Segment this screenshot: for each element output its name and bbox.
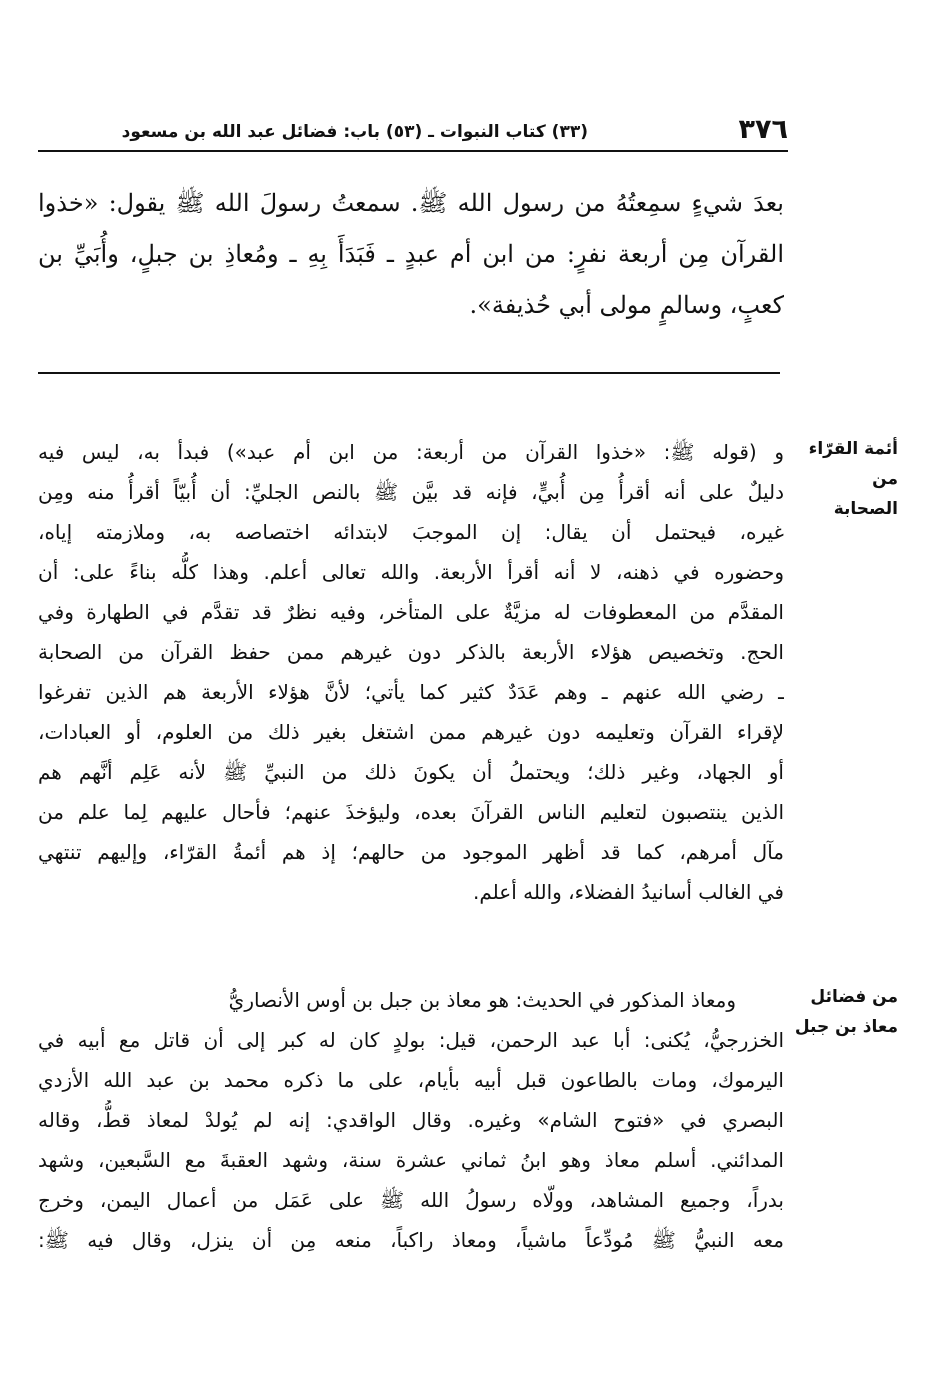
side-heading (786, 982, 898, 1042)
side-heading (786, 434, 898, 524)
text-line: الذين ينتصبون لتعليم الناس القرآنَ بعده، وليؤخذَ عنهم؛ فأحال عليهم لِما علم من (38, 800, 784, 824)
hadith-text-block (38, 178, 784, 331)
text-line: وحضوره في ذهنه، لا أنه أقرأ الأربعة. والله تعالى أعلم. وهذا كلُّه بناءً على: أن (38, 560, 784, 584)
page-header (38, 112, 788, 152)
running-title: (٣٣) كتاب النبوات ـ (٥٣) باب: فضائل عبد الله بن مسعود (121, 122, 588, 142)
text-line: بدراً، وجميع المشاهد، وولّاه رسولُ الله ﷺ على عَمَل من أعمال اليمن، وخرج (38, 1188, 784, 1212)
text-line: ومعاذ المذكور في الحديث: هو معاذ بن جبل بن أوس الأنصاريُّ (228, 988, 736, 1012)
commentary-separator (38, 372, 780, 374)
text-line: البصري في «فتوح الشام» وغيره. وقال الواقدي: إنه لم يُولدْ لمعاذ قطُّ، وقاله (38, 1108, 784, 1132)
commentary-paragraph (38, 432, 784, 912)
text-line: القرآن مِن أربعة نفرٍ: من ابن أم عبدٍ ـ فَبَدَأَ بِهِ ـ ومُعاذِ بن جبلٍ، وأُبَيِّ بن (38, 240, 784, 268)
text-line: في الغالب أسانيدُ الفضلاء، والله أعلم. (473, 880, 784, 904)
text-line: الحج. وتخصيص هؤلاء الأربعة بالذكر دون غيرهم ممن حفظ القرآن من الصحابة (38, 640, 784, 664)
text-line: المقدَّم من المعطوفات له مزيَّةٌ على المتأخر، وفيه نظرٌ قد تقدَّم في الطهارة وفي (38, 600, 784, 624)
text-line: اليرموك، ومات بالطاعون قبل أبيه بأيام، على ما ذكره محمد بن عبد الله الأزدي (38, 1068, 784, 1092)
page-number: ٣٧٦ (738, 114, 788, 145)
text-line: و (قوله ﷺ: «خذوا القرآن من أربعة: من ابن أم عبد») فبدأ به، ليس فيه (38, 440, 784, 464)
header-rule (38, 150, 788, 152)
side-heading-line: الصحابة (833, 499, 898, 519)
text-line: كعبٍ، وسالمٍ مولى أبي حُذيفة». (469, 291, 784, 319)
commentary-paragraph (38, 980, 784, 1260)
text-line: الخزرجيُّ، يُكنى: أبا عبد الرحمن، قيل: بولدٍ كان له كبر إلى أن قاتل مع أبيه في (38, 1028, 784, 1052)
text-line: معه النبيُّ ﷺ مُودِّعاً ماشياً، ومعاذ راكباً، منعه مِن أن ينزل، وقال فيه ﷺ: (38, 1228, 784, 1252)
text-line: دليلٌ على أنه أقرأُ مِن أُبيٍّ، فإنه قد بيَّن ﷺ بالنص الجليِّ: أن أُبيّاً أقرأُ منه ومِن (38, 480, 784, 504)
side-heading-line: أئمة القرّاء من (808, 439, 898, 489)
section-qurra-imams (38, 432, 898, 952)
text-line: مآل أمرهم، كما قد أظهر الموجود من حالهم؛ إذ هم أئمةُ القرّاء، وإليهم تنتهي (38, 840, 784, 864)
text-line: أو الجهاد، وغير ذلك؛ ويحتملُ أن يكونَ ذلك من النبيِّ ﷺ لأنه عَلِم أنَّهم هم (38, 760, 784, 784)
text-line: المدائني. أسلم معاذ وهو ابنُ ثماني عشرة سنة، وشهد العقبةَ مع السَّبعين، وشهد (38, 1148, 784, 1172)
section-muadh-virtues (38, 980, 898, 1280)
side-heading-line: من فضائل (810, 987, 898, 1007)
side-heading-line: معاذ بن جبل (794, 1017, 898, 1037)
text-line: بعدَ شيءٍ سمِعتُهُ من رسول الله ﷺ. سمعتُ رسولَ الله ﷺ يقول: «خذوا (38, 189, 784, 217)
text-line: ـ رضي الله عنهم ـ وهم عَدَدٌ كثير كما يأتي؛ لأنَّ هؤلاء الأربعة هم الذين تفرغوا (38, 680, 784, 704)
text-line: غيره، فيحتمل أن يقال: إن الموجبَ لابتدائه اختصاصه به، وملازمته إياه، (38, 520, 784, 544)
text-line: لإقراء القرآن وتعليمه دون غيرهم ممن اشتغل بغير ذلك من العلوم، أو العبادات، (38, 720, 784, 744)
